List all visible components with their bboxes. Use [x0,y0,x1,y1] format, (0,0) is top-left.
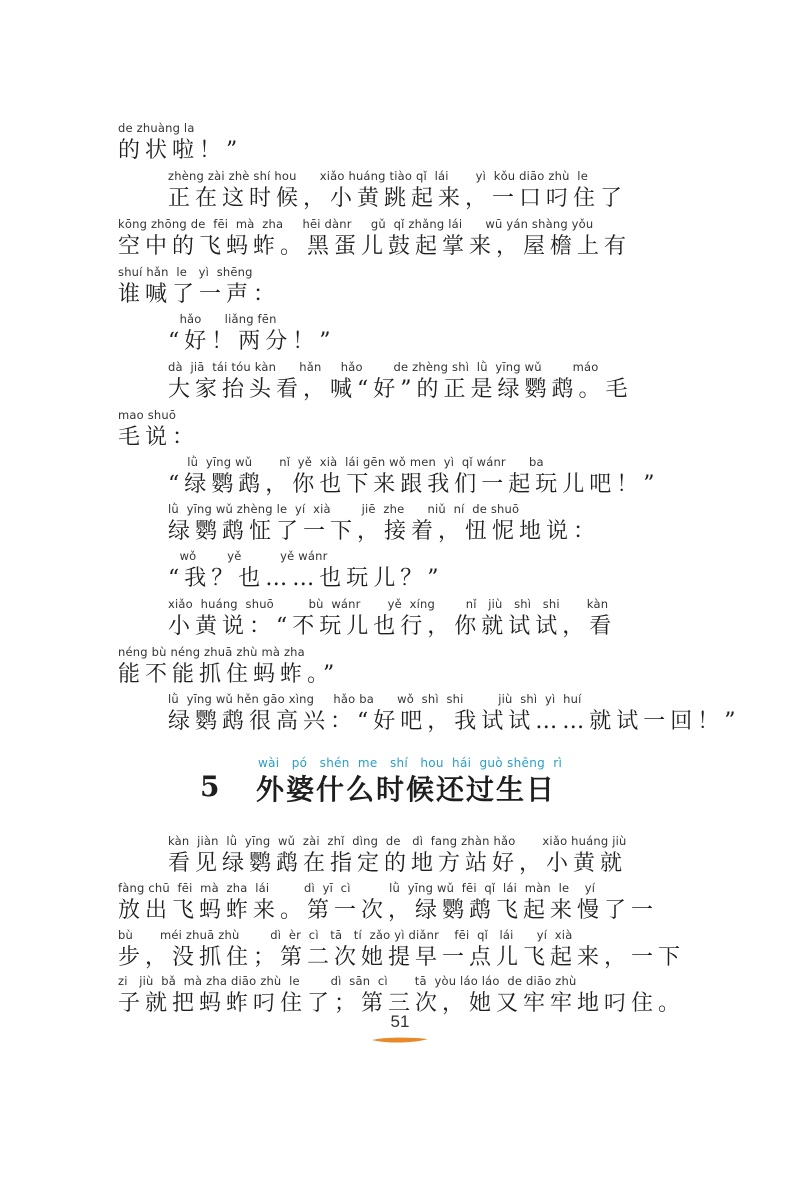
pinyin-line: kàn jiàn lǜ yīng wǔ zài zhǐ dìng de dì fang zhàn hǎo xiǎo huáng jiù [168,834,627,848]
pinyin-line: dà jiā tái tóu kàn hǎn hǎo de zhèng shì lǜ yīng wǔ máo [168,360,599,374]
text-line: 小黄说：“不玩儿也行，你就试试，看 [168,614,617,639]
paragraph-line [118,120,688,166]
paragraph-line [168,454,688,500]
text-line: 大家抬头看，喊“好”的正是绿鹦鹉。毛 [168,377,633,402]
text-line: “我？也……也玩儿？” [168,566,444,591]
text-line: 子就把蚂蚱叼住了；第三次，她又牢牢地叼住。 [118,991,686,1016]
pinyin-line: mao shuō [118,408,177,422]
page-number-brush-stroke [370,1034,430,1046]
paragraph-line [168,596,688,642]
pinyin-line: wǒ yě yě wánr [168,549,328,563]
text-line: 能不能抓住蚂蚱。” [118,662,340,687]
text-line: 的状啦！” [118,138,243,163]
pinyin-line: xiǎo huáng shuō bù wánr yě xíng nǐ jiù shì shi kàn [168,597,609,611]
pinyin-line: hǎo liǎng fēn [168,312,277,326]
text-line: 谁喊了一声： [118,282,281,307]
pinyin-line: lǜ yīng wǔ hěn gāo xìng hǎo ba wǒ shì shi jiù shì yì huí [168,692,582,706]
paragraph-line [118,644,688,690]
lesson-title: 外婆什么时候还过生日 [256,773,557,806]
text-line: 绿鹦鹉很高兴：“好吧，我试试……就试一回！” [168,709,741,734]
page-number: 51 [390,1012,410,1031]
pinyin-line: zhèng zài zhè shí hou xiǎo huáng tiào qǐ lái yì kǒu diāo zhù le [168,169,588,183]
lesson-number: 5 [200,770,220,803]
text-line: 绿鹦鹉怔了一下，接着，忸怩地说： [168,519,601,544]
paragraph-line [118,264,688,310]
paragraph-line [168,548,688,594]
paragraph-line [168,691,741,737]
paragraph-line [118,407,688,453]
paragraph-line [168,833,688,879]
text-line: 毛说： [118,425,200,450]
text-line: 放出飞蚂蚱来。第一次，绿鹦鹉飞起来慢了一 [118,898,659,923]
pinyin-line: lǜ yīng wǔ nǐ yě xià lái gēn wǒ men yì qǐ wánr ba [168,455,544,469]
lesson-title-pinyin: wài pó shén me shí hou hái guò shēng rì [258,756,563,770]
pinyin-line: zi jiù bǎ mà zha diāo zhù le dì sān cì tā yòu láo láo de diāo zhù [118,974,577,988]
paragraph-line [168,311,688,357]
text-line: 看见绿鹦鹉在指定的地方站好，小黄就 [168,851,628,876]
text-line: 正在这时候，小黄跳起来，一口叼住了 [168,186,628,211]
pinyin-line: néng bù néng zhuā zhù mà zha [118,645,305,659]
paragraph-line [168,501,688,547]
pinyin-line: fàng chū fēi mà zha lái dì yī cì lǜ yīng wǔ fēi qǐ lái màn le yí [118,881,596,895]
text-line: “绿鹦鹉，你也下来跟我们一起玩儿吧！” [168,472,660,497]
paragraph-line [168,168,688,214]
paragraph-line [118,927,688,973]
pinyin-line: bù méi zhuā zhù dì èr cì tā tí zǎo yì diǎnr fēi qǐ lái yí xià [118,928,573,942]
paragraph-line [168,359,688,405]
pinyin-line: lǜ yīng wǔ zhèng le yí xià jiē zhe niǔ ní de shuō [168,502,520,516]
pinyin-line: kōng zhōng de fēi mà zha hēi dànr gǔ qǐ zhǎng lái wū yán shàng yǒu [118,217,594,231]
text-line: 步，没抓住；第二次她提早一点儿飞起来，一下 [118,945,686,970]
text-line: 空中的飞蚂蚱。黑蛋儿鼓起掌来，屋檐上有 [118,234,632,259]
paragraph-line [118,216,688,262]
paragraph-line [118,880,688,926]
text-line: “好！两分！” [168,329,336,354]
pinyin-line: shuí hǎn le yì shēng [118,265,253,279]
pinyin-line: de zhuàng la [118,121,195,135]
